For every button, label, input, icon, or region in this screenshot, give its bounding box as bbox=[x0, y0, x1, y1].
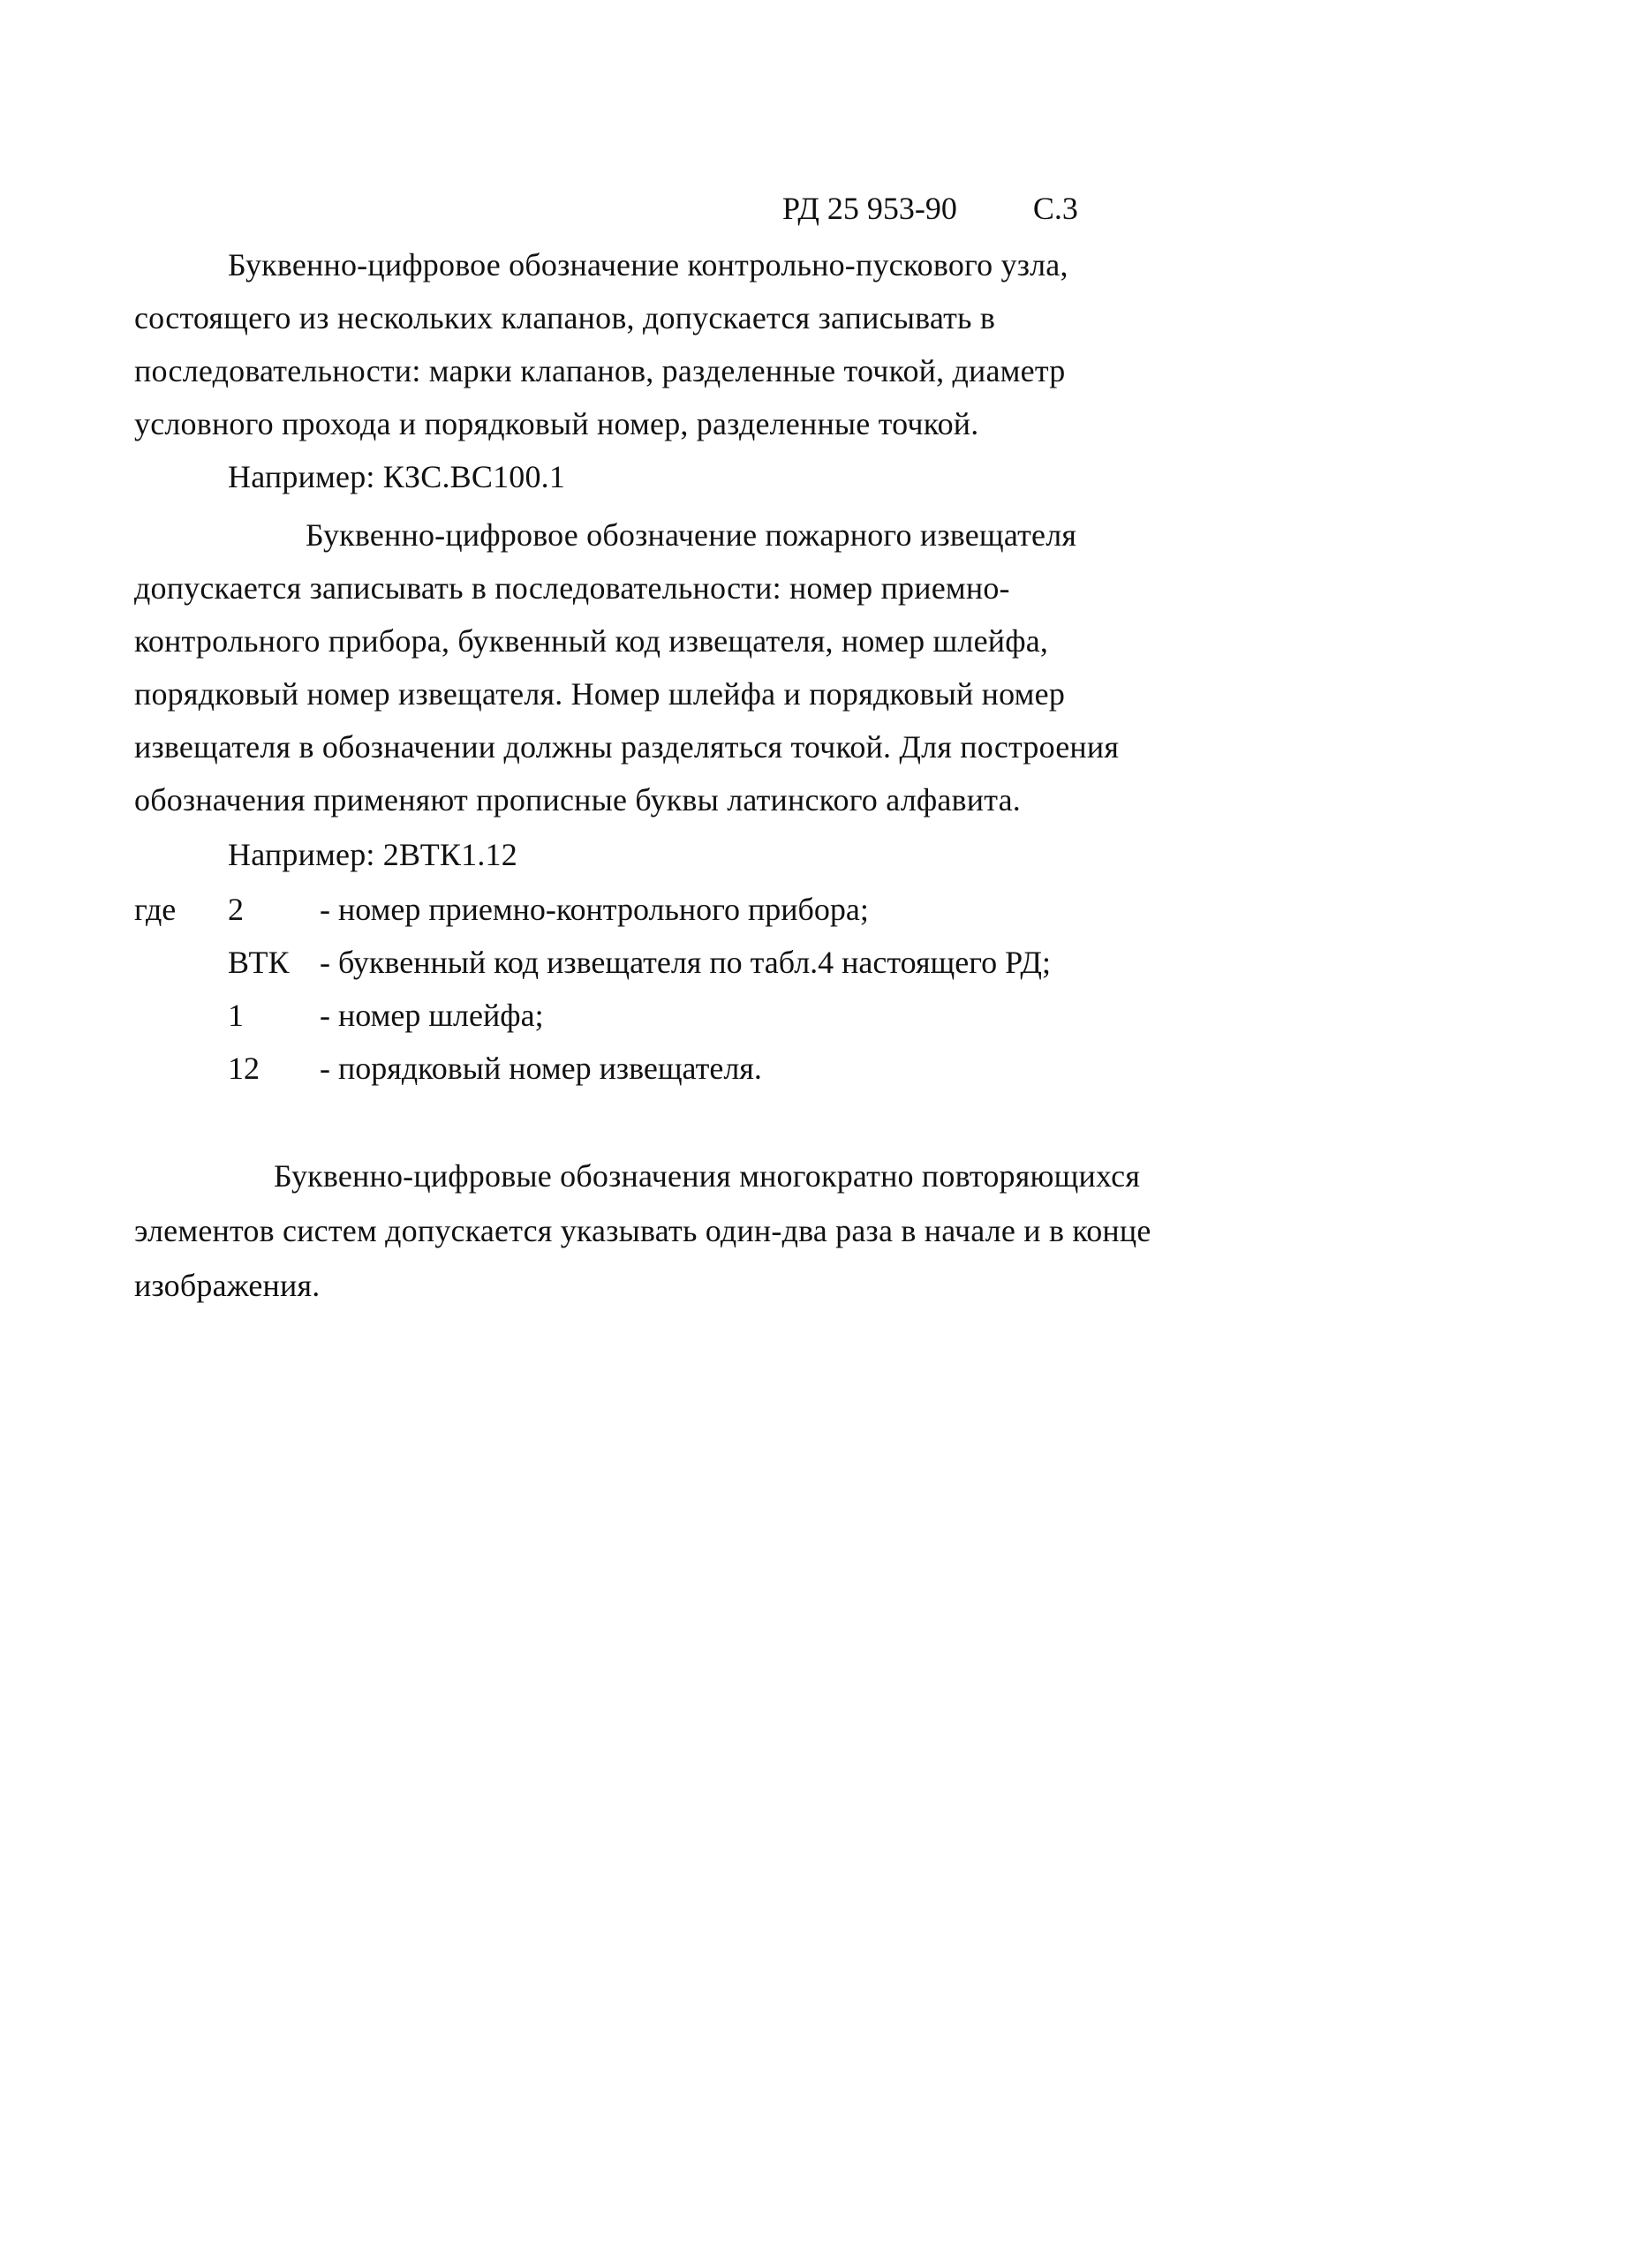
legend-symbol: ВТК bbox=[228, 945, 290, 980]
paragraph-line: порядковый номер извещателя. Номер шлейфа и порядковый номер bbox=[134, 676, 1066, 712]
paragraph-line: контрольного прибора, буквенный код извещателя, номер шлейфа, bbox=[134, 623, 1049, 659]
legend-symbol: 12 bbox=[228, 1051, 260, 1086]
paragraph-line: элементов систем допускается указывать один-два раза в начале и в конце bbox=[134, 1213, 1151, 1248]
legend-row bbox=[0, 890, 1638, 929]
page-number: С.3 bbox=[1032, 191, 1078, 226]
example-line: Например: КЗС.ВС100.1 bbox=[228, 459, 566, 494]
paragraph-line: изображения. bbox=[134, 1268, 321, 1303]
paragraph-line: состоящего из нескольких клапанов, допускается записывать в bbox=[134, 300, 996, 335]
legend-row bbox=[0, 1049, 1638, 1088]
legend-row bbox=[0, 996, 1638, 1035]
paragraph-line: извещателя в обозначении должны разделяться точкой. Для построения bbox=[134, 729, 1120, 765]
legend-description: - номер приемно-контрольного прибора; bbox=[320, 892, 869, 927]
paragraph-line: Буквенно-цифровое обозначение пожарного извещателя bbox=[306, 517, 1077, 553]
paragraph-line: условного прохода и порядковый номер, разделенные точкой. bbox=[134, 406, 979, 441]
example-line: Например: 2ВТК1.12 bbox=[228, 837, 517, 872]
legend-description: - буквенный код извещателя по табл.4 настоящего РД; bbox=[320, 945, 1051, 980]
paragraph-line: обозначения применяют прописные буквы латинского алфавита. bbox=[134, 782, 1021, 818]
legend-symbol: 2 bbox=[228, 892, 244, 927]
legend-row bbox=[0, 943, 1638, 982]
document-code: РД 25 953-90 bbox=[782, 191, 957, 226]
legend-symbol: 1 bbox=[228, 998, 244, 1033]
paragraph-line: Буквенно-цифровые обозначения многократно повторяющихся bbox=[274, 1158, 1141, 1194]
page-header bbox=[782, 189, 1078, 228]
paragraph-line: допускается записывать в последовательности: номер приемно- bbox=[134, 570, 1010, 606]
legend-description: - порядковый номер извещателя. bbox=[320, 1051, 762, 1086]
legend-description: - номер шлейфа; bbox=[320, 998, 544, 1033]
paragraph-line: Буквенно-цифровое обозначение контрольно-пускового узла, bbox=[228, 247, 1068, 283]
paragraph-line: последовательности: марки клапанов, разделенные точкой, диаметр bbox=[134, 353, 1066, 388]
legend-prefix: где bbox=[134, 892, 177, 927]
